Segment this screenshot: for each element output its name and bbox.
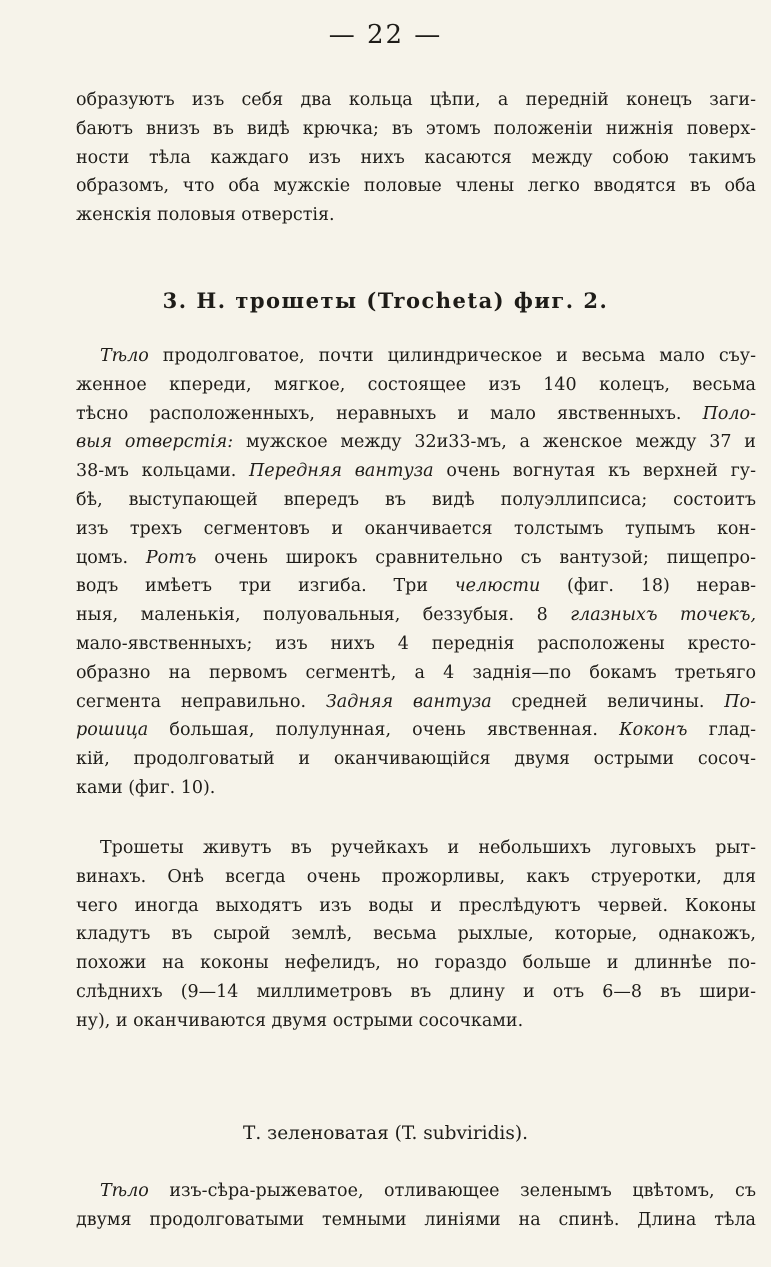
paragraph-3 [76,834,756,1036]
italic-term: челюсти [454,576,541,597]
text-run: водъ имѣетъ три изгиба. Три [76,576,455,597]
text-line: женскія половыя отверстія. [76,205,335,226]
text-line: ности тѣла каждаго изъ нихъ касаются между собою такимъ [76,147,756,168]
italic-term: Тѣло [100,1181,149,1201]
italic-term: рошица [76,720,149,741]
text-line [76,716,756,745]
text-run: цомъ. [76,547,146,568]
text-line [76,428,756,457]
italic-term: Поло- [702,403,756,424]
text-line: чего иногда выходятъ изъ воды и преслѣдуютъ червей. Коконы [76,895,756,916]
paragraph-4 [76,1177,756,1235]
text-run: очень вогнутая къ верхней гу- [433,461,756,482]
italic-term: Задняя вантуза [325,691,492,712]
text-line [76,1177,756,1206]
text-run: (фиг. 18) нерав- [540,576,756,597]
text-run: очень широкъ сравнительно съ вантузой; пищепро- [196,547,756,568]
text-line: мало-явственныхъ; изъ нихъ 4 переднія расположены кресто- [76,633,756,654]
text-line [76,544,756,573]
text-run: глад- [687,720,756,741]
section-heading: 3. Н. трошеты (Trocheta) фиг. 2. [162,288,609,313]
species-subheading: Т. зеленоватая (T. subviridis). [243,1123,528,1144]
italic-term: глазныхъ точекъ, [570,605,757,626]
page-number: — 22 — [328,20,443,50]
italic-term: выя отверстія: [76,432,234,453]
text-line: похожи на коконы нефелидъ, но гораздо больше и длиннѣе по- [76,953,756,974]
text-line [76,572,756,601]
italic-term: По- [724,691,756,712]
text-run: средней величины. [491,691,725,712]
text-line: двумя продолговатыми темными линіями на спинѣ. Длина тѣла [76,1209,756,1230]
text-line: кій, продолговатый и оканчивающійся двумя острыми сосоч- [76,749,756,770]
text-line [76,601,756,630]
text-line: образомъ, что оба мужскіе половые члены легко вводятся въ оба [76,176,756,197]
italic-term: Тѣло [100,346,149,366]
paragraph-1 [76,86,756,230]
paragraph-2 [76,342,756,803]
text-line: Трошеты живутъ въ ручейкахъ и небольшихъ луговыхъ рыт- [100,838,756,858]
text-line: бѣ, выступающей впередъ въ видѣ полуэллипсиса; состоитъ [76,489,756,510]
text-run: 38-мъ кольцами. [76,461,250,482]
italic-term: Коконъ [619,720,688,741]
text-line [76,342,756,371]
text-line [76,400,756,429]
text-run: мужское между 32и33-мъ, а женское между 37 и [233,432,756,453]
text-line: винахъ. Онѣ всегда очень прожорливы, какъ струеротки, для [76,866,756,887]
text-line [76,457,756,486]
text-line: женное кпереди, мягкое, состоящее изъ 140 колецъ, весьма [76,374,756,395]
text-line: образуютъ изъ себя два кольца цѣпи, а передній конецъ заги- [76,90,756,110]
text-line: кладутъ въ сырой землѣ, весьма рыхлые, которые, однакожъ, [76,924,756,945]
text-line: ну), и оканчиваются двумя острыми сосочками. [76,1010,524,1031]
text-line [76,688,756,717]
text-run: продолговатое, почти цилиндрическое и весьма мало съу- [148,346,756,366]
text-run: сегмента неправильно. [76,691,326,712]
text-run: тѣсно расположенныхъ, неравныхъ и мало явственныхъ. [76,403,703,424]
italic-term: Ротъ [145,547,197,568]
text-run: большая, полулунная, очень явственная. [148,720,620,741]
text-line: ками (фиг. 10). [76,777,216,798]
text-line: баютъ внизъ въ видѣ крючка; въ этомъ положеніи нижнія поверх- [76,118,756,139]
text-run: ныя, маленькія, полуовальныя, беззубыя. 8 [76,605,571,626]
text-run: изъ-сѣра-рыжеватое, отливающее зеленымъ цвѣтомъ, съ [148,1181,756,1201]
text-line: образно на первомъ сегментѣ, а 4 заднія—по бокамъ третьяго [76,662,756,683]
text-line: слѣднихъ (9—14 миллиметровъ въ длину и отъ 6—8 въ шири- [76,981,756,1002]
text-line: изъ трехъ сегментовъ и оканчивается толстымъ тупымъ кон- [76,518,756,539]
italic-term: Передняя вантуза [249,461,434,482]
